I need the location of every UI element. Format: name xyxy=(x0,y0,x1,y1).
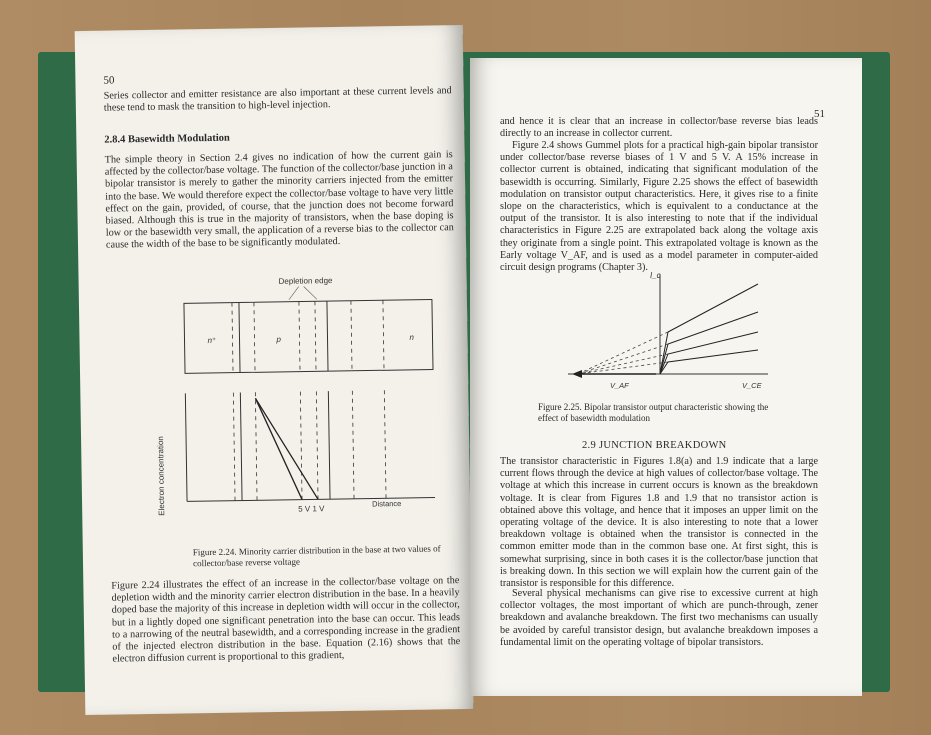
ic-axis-label: I_c xyxy=(650,271,661,280)
depletion-edge-dashed xyxy=(315,301,316,371)
figure-caption-number: Figure 2.25. xyxy=(538,402,582,412)
page-number: 50 xyxy=(103,74,115,87)
y-axis xyxy=(185,393,187,501)
depletion-edge-dashed xyxy=(255,392,257,500)
depletion-edge-label: Depletion edge xyxy=(278,276,333,286)
figure-caption xyxy=(538,402,788,424)
x-axis-label: Distance xyxy=(372,499,402,509)
figure-2-24 xyxy=(139,271,443,538)
vce-label: V_CE xyxy=(742,381,762,390)
characteristic-curve xyxy=(660,332,758,374)
device-structure-outline xyxy=(184,300,433,374)
electron-profile-5v xyxy=(255,398,302,501)
y-axis-label: Electron concentration xyxy=(156,436,167,516)
body-paragraph: The simple theory in Section 2.4 gives no indication of how the current gain is affected by the collector/base voltage. The function of the collector/base junction in a bipolar transistor is merely to gather the minority carriers injected from the emitter into the base. We would therefore expect the collector/base voltage to have very little effect on the gain, provided, of course, that the junction does not become forward biased. Although this is true in the majority of transistors, when the base doping is low or the basewidth very small, the application of a reverse bias to the collector can cause the width of the base to be significantly modulated. xyxy=(104,149,454,252)
n-plus-region-label: n⁺ xyxy=(207,335,217,346)
n-region-label: n xyxy=(409,332,415,342)
section-heading: 2.8.4 Basewidth Modulation xyxy=(104,132,230,146)
vaf-arrow-head xyxy=(572,370,582,378)
figure-caption xyxy=(193,543,455,569)
vaf-label: V_AF xyxy=(610,381,629,390)
characteristic-curve xyxy=(660,312,758,374)
figure-caption-text: Bipolar transistor output characteristic showing the effect of basewidth modulation xyxy=(538,402,769,423)
depletion-edge-dashed xyxy=(352,391,354,499)
extrapolation-line xyxy=(578,344,668,374)
intro-paragraph: Series collector and emitter resistance are also important at these current levels and these tend to mask the transition to high-level injection. xyxy=(103,85,452,114)
depletion-edge-dashed xyxy=(299,302,300,372)
depletion-pointer xyxy=(289,287,299,300)
page-number: 51 xyxy=(814,108,825,120)
depletion-edge-dashed xyxy=(300,392,302,500)
characteristic-curve xyxy=(660,350,758,374)
junction-line-lower xyxy=(328,391,330,499)
body-paragraph: Several physical mechanisms can give rise to excessive current at high collector voltages, the most important of which are punch-through, zener breakdown and avalanche breakdown. The first two mechanisms can usually be avoided by careful transistor design, but avalanche breakdown imposes a fundamental limit on the operating voltage of bipolar transistors. xyxy=(500,588,818,648)
figure-caption-number: Figure 2.24. xyxy=(192,546,237,558)
left-page xyxy=(75,25,474,715)
figure-caption-text: Minority carrier distribution in the base at two values of collector/base reverse voltage xyxy=(192,543,441,569)
junction-line-lower xyxy=(240,393,242,501)
depletion-pointer xyxy=(304,286,317,299)
electron-profile-1v xyxy=(255,397,318,500)
body-paragraph: and hence it is clear that an increase in collector/base reverse bias leads directly to an increase in collector current. xyxy=(500,116,818,140)
base-collector-junction xyxy=(327,301,328,371)
depletion-edge-dashed xyxy=(384,390,386,498)
body-paragraph: The transistor characteristic in Figures 1.8(a) and 1.9 indicate that a large current flows through the device at high values of collector/base voltage. The voltage at which this increase in current occurs is known as the breakdown voltage. It is clear from Figures 1.8 and 1.9 that no transistor action is obtained above this voltage, and hence that it imposes an upper limit on the operating voltage of the device. It is also interesting to note that a lower breakdown voltage is obtained when the transistor is connected in the common emitter mode than in the common base one. At first sight, this is somewhat surprising, since in both cases it is the collector/base junction that is breaking down. In this section we will explain how the current gain of the transistor is responsible for this difference. xyxy=(500,456,818,590)
extrapolation-line xyxy=(578,332,668,374)
p-region-label: p xyxy=(276,334,282,344)
depletion-edge-dashed xyxy=(351,301,352,371)
figure-2-25 xyxy=(558,264,778,396)
depletion-edge-dashed xyxy=(233,393,235,501)
voltage-label: 5 V 1 V xyxy=(298,504,325,514)
emitter-base-junction xyxy=(239,303,240,373)
depletion-edge-dashed xyxy=(316,391,318,499)
body-paragraph: Figure 2.4 shows Gummel plots for a practical high-gain bipolar transistor under collector/base reverse biases of 1 V and 5 V. A 15% increase in collector current is obtained, indicating that significant modulation of the basewidth is occurring. Similarly, Figure 2.25 shows the effect of basewidth modulation on transistor output characteristics. Here, it gives rise to a finite slope on the characteristics, which is equivalent to a conductance at the output of the transistor. It is also interesting to note that if the individual characteristics in Figure 2.25 are extrapolated back along the voltage axis they originate from a single point. This extrapolated voltage is known as the Early voltage V_AF, and is used as a model parameter in computer-aided circuit design programs (Chapter 3). xyxy=(500,140,818,274)
depletion-edge-dashed xyxy=(254,302,255,372)
right-page xyxy=(470,58,862,696)
depletion-edge-dashed xyxy=(232,303,233,373)
section-heading: 2.9 JUNCTION BREAKDOWN xyxy=(582,440,727,451)
depletion-edge-dashed xyxy=(383,300,384,370)
body-paragraph: Figure 2.24 illustrates the effect of an increase in the collector/base voltage on the depletion width and the minority carrier electron distribution in the base. In a heavily doped base the majority of this increase in depletion width will occur in the collector, but in a lightly doped one significant penetration into the base can occur. This leads to a narrowing of the neutral basewidth, and a corresponding increase in the gradient of the injected electron distribution in the base. Equation (2.16) shows that the electron diffusion current is proportional to this gradient, xyxy=(111,575,461,665)
